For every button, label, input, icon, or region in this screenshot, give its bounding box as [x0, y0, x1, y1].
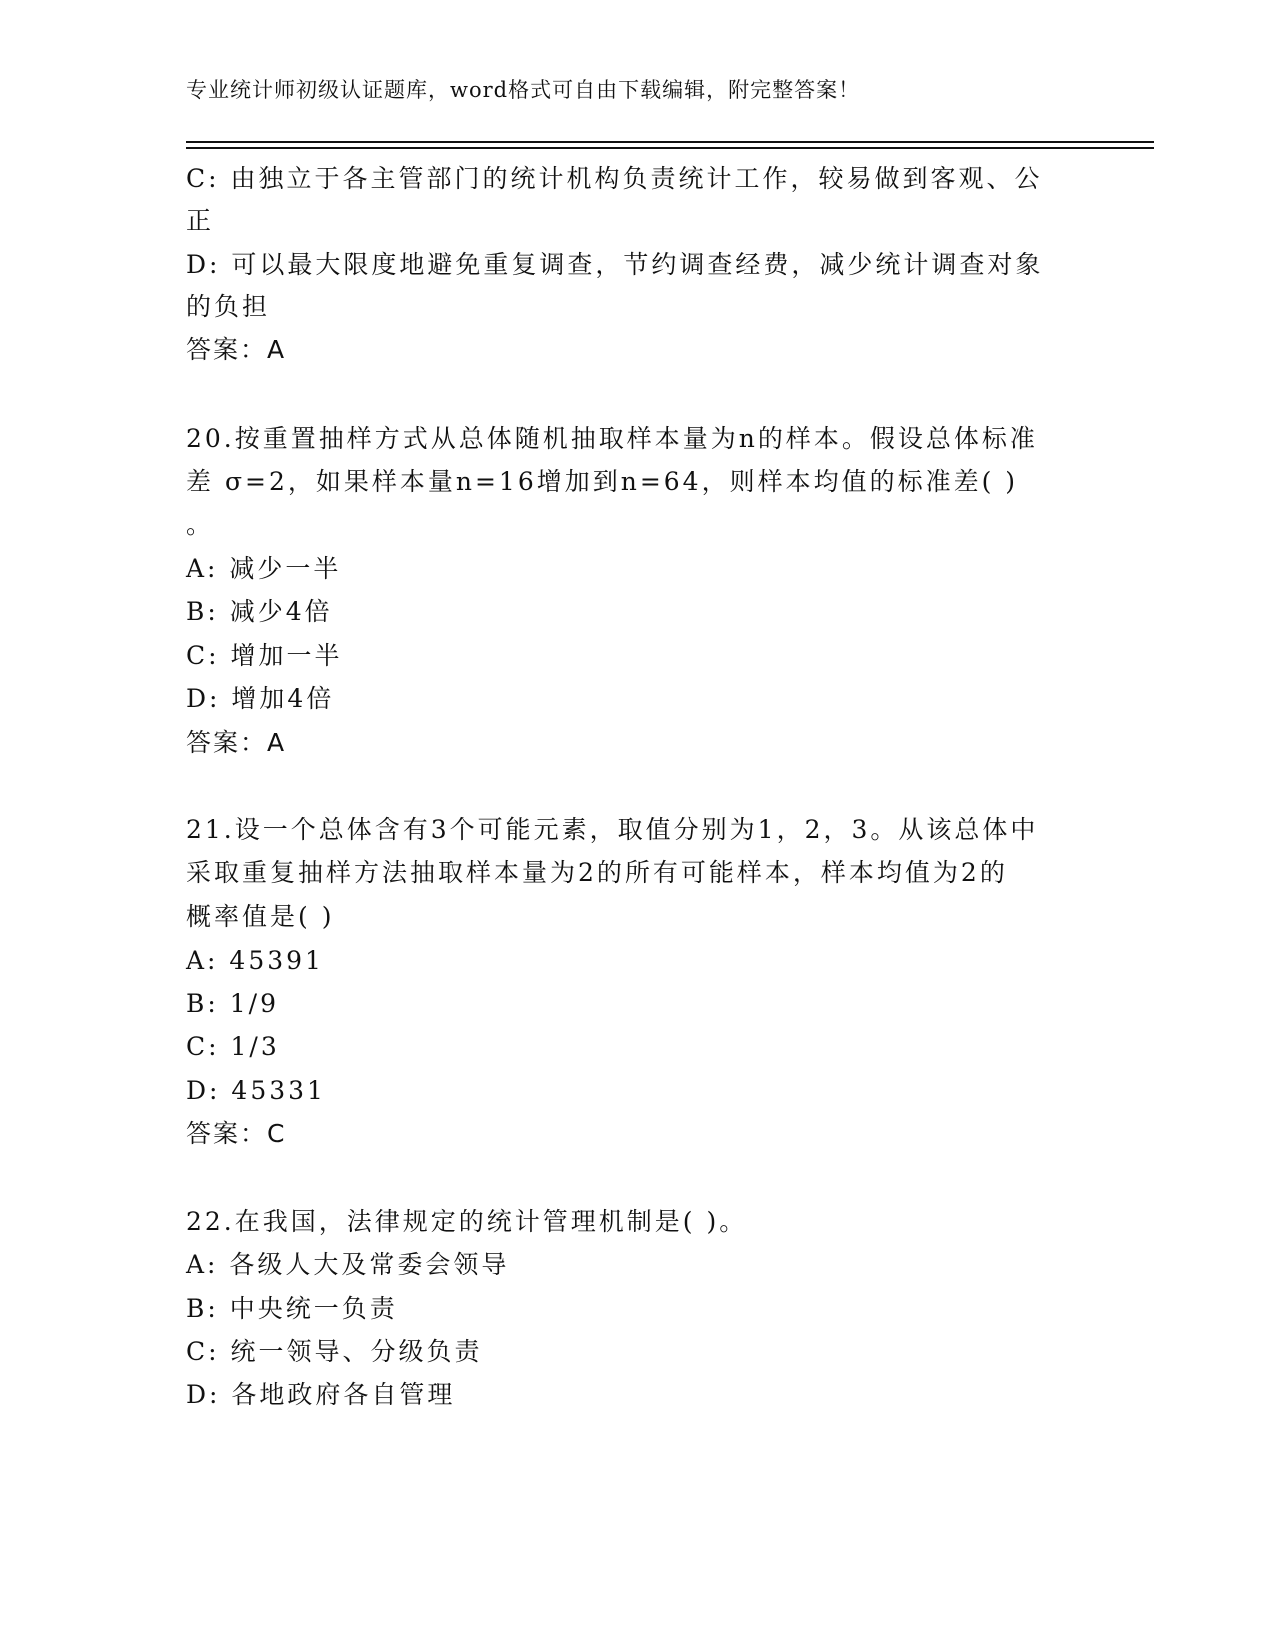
q20-option-a: A: 减少一半	[186, 554, 342, 583]
q22-option-a: A: 各级人大及常委会领导	[186, 1250, 510, 1279]
q21-text-line3: 概率值是( )	[186, 902, 335, 931]
q20-text-line2: 差 σ=2，如果样本量n=16增加到n=64，则样本均值的标准差( )	[186, 467, 1019, 496]
q21-answer: 答案：C	[186, 1119, 287, 1148]
q22-text-line1: 22.在我国，法律规定的统计管理机制是( )。	[186, 1207, 748, 1236]
prev-option-d-line1: D: 可以最大限度地避免重复调查，节约调查经费，减少统计调查对象	[186, 250, 1044, 279]
prev-option-c-line2: 正	[186, 206, 215, 235]
prev-answer: 答案：A	[186, 335, 287, 364]
header-rule-top	[186, 141, 1154, 143]
q21-text-line1: 21.设一个总体含有3个可能元素，取值分别为1，2，3。从该总体中	[186, 815, 1039, 844]
q20-option-b: B: 减少4倍	[186, 597, 333, 626]
prev-option-d-line2: 的负担	[186, 292, 271, 321]
q22-option-c: C: 统一领导、分级负责	[186, 1337, 483, 1366]
q20-text-line1: 20.按重置抽样方式从总体随机抽取样本量为n的样本。假设总体标准	[186, 424, 1038, 453]
q21-option-d: D: 45331	[186, 1076, 326, 1105]
header-rule-bottom	[186, 147, 1154, 149]
q20-answer: 答案：A	[186, 728, 287, 757]
q21-option-b: B: 1/9	[186, 989, 279, 1018]
q20-option-c: C: 增加一半	[186, 641, 343, 670]
q21-option-a: A: 45391	[186, 946, 324, 975]
q20-option-d: D: 增加4倍	[186, 684, 335, 713]
q21-option-c: C: 1/3	[186, 1032, 280, 1061]
page-header: 专业统计师初级认证题库，word格式可自由下载编辑，附完整答案！	[186, 78, 861, 102]
q22-option-b: B: 中央统一负责	[186, 1294, 398, 1323]
q22-option-d: D: 各地政府各自管理	[186, 1380, 456, 1409]
q20-text-line3: 。	[186, 510, 215, 539]
prev-option-c-line1: C: 由独立于各主管部门的统计机构负责统计工作，较易做到客观、公	[186, 164, 1043, 193]
q21-text-line2: 采取重复抽样方法抽取样本量为2的所有可能样本，样本均值为2的	[186, 858, 1008, 887]
